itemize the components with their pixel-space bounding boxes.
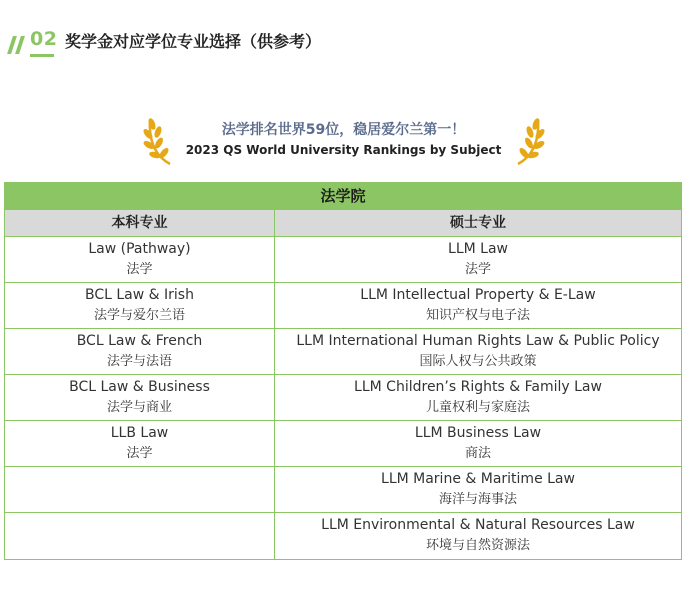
table-row bbox=[5, 467, 681, 513]
bachelor-name-en: Law (Pathway) bbox=[88, 241, 191, 257]
master-name-en: LLM Law bbox=[448, 241, 508, 257]
master-cell bbox=[275, 237, 681, 282]
master-name-zh: 儿童权利与家庭法 bbox=[425, 400, 530, 415]
bachelor-cell bbox=[5, 283, 275, 328]
ranking-headline: 法学排名世界59位，稳居爱尔兰第一！ bbox=[221, 122, 466, 138]
double-slash-icon bbox=[8, 34, 26, 56]
bachelor-cell bbox=[5, 421, 275, 466]
table-header-row bbox=[5, 210, 681, 237]
master-name-zh: 环境与自然资源法 bbox=[425, 538, 530, 553]
master-name-en: LLM Business Law bbox=[414, 425, 542, 441]
master-name-zh: 法学 bbox=[464, 262, 491, 277]
bachelor-name-en: LLB Law bbox=[110, 425, 169, 441]
section-number-underline bbox=[30, 54, 54, 57]
bachelor-name-zh: 法学与爱尔兰语 bbox=[93, 308, 185, 323]
bachelor-name-en: BCL Law & French bbox=[76, 333, 203, 349]
bachelor-cell bbox=[5, 467, 275, 512]
bachelor-name-zh: 法学与商业 bbox=[106, 400, 172, 415]
section-header bbox=[8, 26, 408, 60]
table-row bbox=[5, 375, 681, 421]
ranking-subtitle: 2023 QS World University Rankings by Subject bbox=[185, 143, 502, 157]
bachelor-name-zh: 法学 bbox=[126, 446, 153, 461]
programs-table bbox=[4, 182, 682, 560]
table-row bbox=[5, 283, 681, 329]
laurel-wreath-icon bbox=[508, 112, 548, 168]
bachelor-name-en: BCL Law & Irish bbox=[85, 287, 194, 303]
bachelor-cell bbox=[5, 513, 275, 559]
bachelor-cell bbox=[5, 237, 275, 282]
section-number: 02 bbox=[30, 28, 58, 50]
master-cell bbox=[275, 329, 681, 374]
master-name-en: LLM Children’s Rights & Family Law bbox=[354, 379, 602, 395]
master-cell bbox=[275, 283, 681, 328]
master-cell bbox=[275, 513, 681, 559]
table-row bbox=[5, 237, 681, 283]
master-name-zh: 知识产权与电子法 bbox=[425, 308, 530, 323]
bachelor-cell bbox=[5, 329, 275, 374]
master-cell bbox=[275, 467, 681, 512]
master-name-en: LLM International Human Rights Law & Public Policy bbox=[296, 333, 660, 349]
master-name-zh: 海洋与海事法 bbox=[438, 492, 517, 507]
bachelor-name-en: BCL Law & Business bbox=[69, 379, 210, 395]
master-name-en: LLM Environmental & Natural Resources Law bbox=[321, 517, 635, 533]
master-cell bbox=[275, 375, 681, 420]
table-row bbox=[5, 513, 681, 559]
header-bachelor: 本科专业 bbox=[5, 210, 275, 236]
ranking-banner bbox=[0, 112, 687, 172]
master-name-zh: 国际人权与公共政策 bbox=[419, 354, 537, 369]
table-row bbox=[5, 421, 681, 467]
header-master: 硕士专业 bbox=[450, 215, 506, 231]
bachelor-name-zh: 法学与法语 bbox=[106, 354, 172, 369]
bachelor-cell bbox=[5, 375, 275, 420]
table-title: 法学院 bbox=[5, 183, 681, 210]
master-cell bbox=[275, 421, 681, 466]
master-name-zh: 商法 bbox=[464, 446, 491, 461]
master-name-en: LLM Marine & Maritime Law bbox=[381, 471, 575, 487]
table-row bbox=[5, 329, 681, 375]
master-name-en: LLM Intellectual Property & E-Law bbox=[360, 287, 596, 303]
section-title: 奖学金对应学位专业选择（供参考） bbox=[65, 32, 322, 51]
bachelor-name-zh: 法学 bbox=[126, 262, 153, 277]
